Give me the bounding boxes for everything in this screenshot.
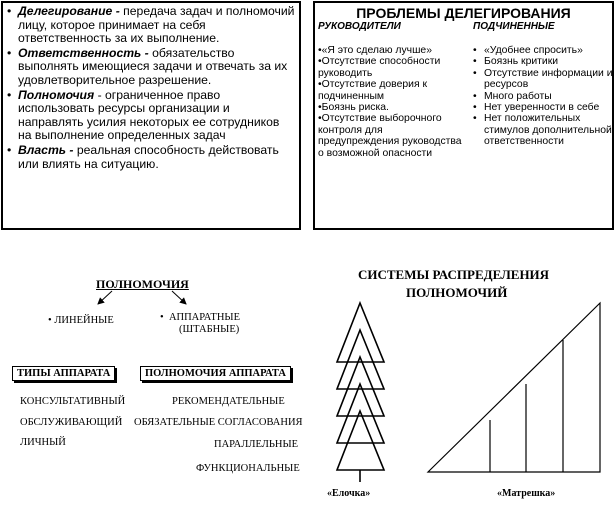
delegation-problems-title: ПРОБЛЕМЫ ДЕЛЕГИРОВАНИЯ [356,5,571,21]
distribution-title-line1: СИСТЕМЫ РАСПРЕДЕЛЕНИЯ [358,267,550,282]
subordinate-problem: • Нет положительных стимулов дополнительной ответственности [473,113,612,148]
definition-term: Полномочия [18,87,95,102]
definition-term: Делегирование - [18,4,120,18]
staff-authority: • АППАРАТНЫЕ (ШТАБНЫЕ) [160,312,240,335]
definition-term: Власть - [18,142,74,157]
manager-problem: •Отсутствие способности руководить [318,56,441,79]
arrow-to-staff [172,291,186,304]
subordinate-problem-text: Нет уверенности в себе [484,102,600,114]
subordinate-problem-text: «Удобнее спросить» [484,45,583,56]
managers-heading: РУКОВОДИТЕЛИ [318,21,401,32]
definition-authority: • Полномочия - ограниченное право использовать ресурсы организации и направлять усилия некоторых ее сотрудников на выполнение определенных задач [7,87,280,143]
linear-authority-label: ЛИНЕЙНЫЕ [54,315,114,326]
apparatus-powers-title: ПОЛНОМОЧИЯ АППАРАТА [140,366,291,381]
subordinate-problem: • Боязнь критики [473,56,559,68]
subordinate-problem-text: Боязнь критики [484,56,559,68]
distribution-title-line2: ПОЛНОМОЧИЙ [406,285,508,300]
subordinate-problem: • Много работы [473,90,552,102]
definition-text: обязательство выполнять имеющиеся задачи и отвечать за их удовлетворительное разрешение. [18,45,288,87]
staircase-outline [428,303,600,472]
tree-label: «Елочка» [327,488,371,499]
subordinate-problem: • «Удобнее спросить» [473,45,583,56]
subordinate-problem: • Отсутствие информации и ресурсов [473,67,613,91]
apparatus-type: КОНСУЛЬТАТИВНЫЙ [20,396,126,407]
subordinate-problem-text: Много работы [484,90,552,102]
subordinates-heading: ПОДЧИНЕННЫЕ [473,21,555,32]
staff-authority-sublabel: (ШТАБНЫЕ) [179,324,240,335]
manager-problem: •«Я это сделаю лучше» [318,45,432,56]
manager-problem: •Отсутствие доверия к подчиненным [318,79,428,102]
apparatus-power: РЕКОМЕНДАТЕЛЬНЫЕ [172,396,285,407]
manager-problem: •Отсутствие выборочного контроля для предупреждения руководства о возможной опасности [318,113,462,159]
staff-authority-label: АППАРАТНЫЕ [168,312,240,323]
definition-text: передача задач и полномочий лицу, которое принимает на себя ответственность за их выполнение. [18,4,295,46]
subordinate-problem-text: Нет положительных стимулов дополнительной ответственности [484,113,612,148]
apparatus-type: ОБСЛУЖИВАЮЩИЙ [20,417,123,428]
arrow-to-linear [98,291,112,304]
definition-delegation: • Делегирование - передача задач и полномочий лицу, которое принимает на себя ответственность за их выполнение. [7,4,295,46]
definition-responsibility: • Ответственность - обязательство выполнять имеющиеся задачи и отвечать за их удовлетворительное разрешение. [7,45,288,87]
tree-triangles [337,303,384,470]
apparatus-types-title: ТИПЫ АППАРАТА [12,366,115,381]
triangle-5 [337,411,384,470]
linear-authority: • ЛИНЕЙНЫЕ [48,315,114,326]
definition-text: реальная способность действовать или влиять на ситуацию. [18,142,279,171]
subordinate-problem: • Нет уверенности в себе [473,102,600,114]
definition-power: • Власть - реальная способность действовать или влиять на ситуацию. [7,142,279,171]
apparatus-power: ФУНКЦИОНАЛЬНЫЕ [196,463,300,474]
matryoshka-staircase [428,303,600,472]
apparatus-type: ЛИЧНЫЙ [20,437,66,448]
apparatus-power: ОБЯЗАТЕЛЬНЫЕ СОГЛАСОВАНИЯ [134,417,303,428]
definition-term: Ответственность - [18,45,149,60]
subordinate-problem-text: Отсутствие информации и ресурсов [484,67,613,91]
definition-text: - ограниченное право использовать ресурсы организации и направлять усилия некоторых ее сотрудников на выполнение определенных задач [18,87,280,143]
authority-title: ПОЛНОМОЧИЯ [96,277,189,291]
apparatus-power: ПАРАЛЛЕЛЬНЫЕ [214,439,299,450]
manager-problem: •Боязнь риска. [318,102,389,114]
matryoshka-label: «Матрешка» [497,488,556,499]
